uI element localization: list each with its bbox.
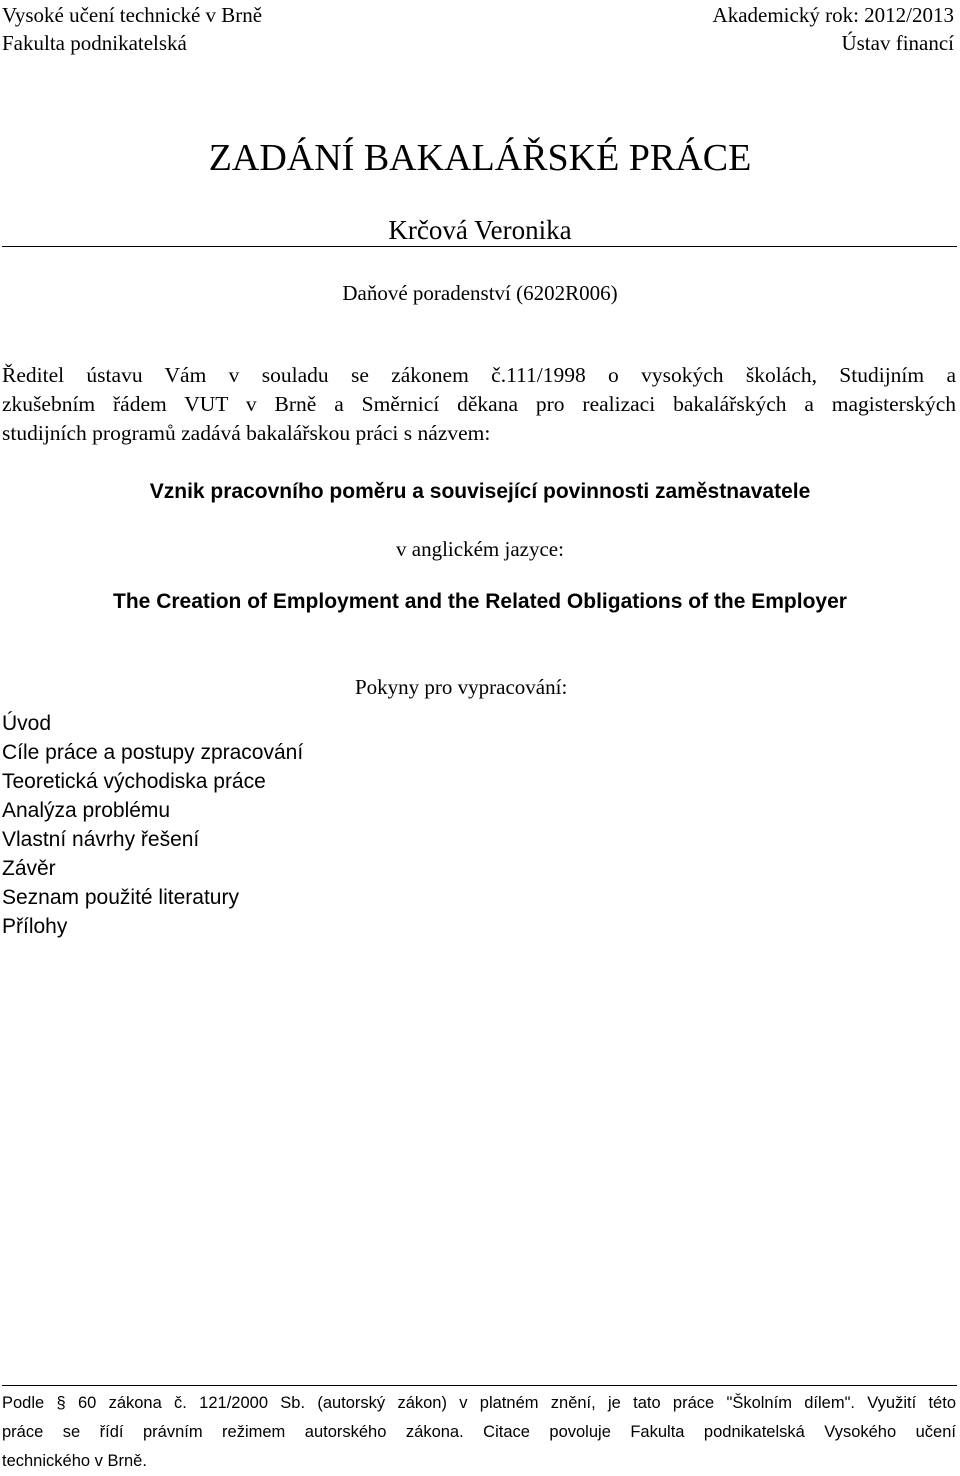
intro-line: zkušebním řádem VUT v Brně a Směrnicí děkana pro realizaci bakalářských a magisterských [2, 392, 956, 416]
instructions-heading: Pokyny pro vypracování: [355, 675, 568, 699]
faculty-name: Fakulta podnikatelská [2, 31, 187, 55]
outline-item: Vlastní návrhy řešení [2, 828, 200, 851]
intro-line: Ředitel ústavu Vám v souladu se zákonem č.111/1998 o vysokých školách, Studijním a [2, 363, 956, 387]
outline-list [2, 709, 303, 941]
outline-item: Přílohy [2, 915, 68, 938]
english-label: v anglickém jazyce: [396, 537, 564, 561]
footer-line: práce se řídí právním režimem autorského zákona. Citace povoluje Fakulta podnikatelská Vysokého učení [2, 1423, 956, 1441]
copyright-notice [2, 1389, 956, 1476]
footer-divider [2, 1385, 957, 1386]
outline-item: Seznam použité literatury [2, 886, 239, 909]
outline-item: Teoretická východiska práce [2, 770, 266, 793]
intro-paragraph [2, 361, 956, 448]
name-divider [2, 246, 957, 247]
thesis-title-english: The Creation of Employment and the Related Obligations of the Employer [113, 590, 847, 613]
footer-line: Podle § 60 zákona č. 121/2000 Sb. (autorský zákon) v platném znění, je tato práce "Školním dílem". Využití této [2, 1394, 956, 1412]
outline-item: Analýza problému [2, 799, 171, 822]
outline-item: Závěr [2, 857, 56, 880]
page-title: ZADÁNÍ BAKALÁŘSKÉ PRÁCE [208, 137, 752, 179]
student-name: Krčová Veronika [388, 215, 572, 245]
outline-item: Cíle práce a postupy zpracování [2, 741, 304, 764]
outline-item: Úvod [2, 712, 52, 735]
intro-line: studijních programů zadává bakalářskou práci s názvem: [2, 421, 491, 445]
university-name: Vysoké učení technické v Brně [2, 3, 263, 27]
institute-name: Ústav financí [841, 31, 954, 55]
thesis-title-czech: Vznik pracovního poměru a související povinnosti zaměstnavatele [149, 480, 811, 503]
academic-year: Akademický rok: 2012/2013 [712, 3, 954, 27]
study-program: Daňové poradenství (6202R006) [342, 281, 618, 305]
footer-line: technického v Brně. [2, 1452, 147, 1470]
